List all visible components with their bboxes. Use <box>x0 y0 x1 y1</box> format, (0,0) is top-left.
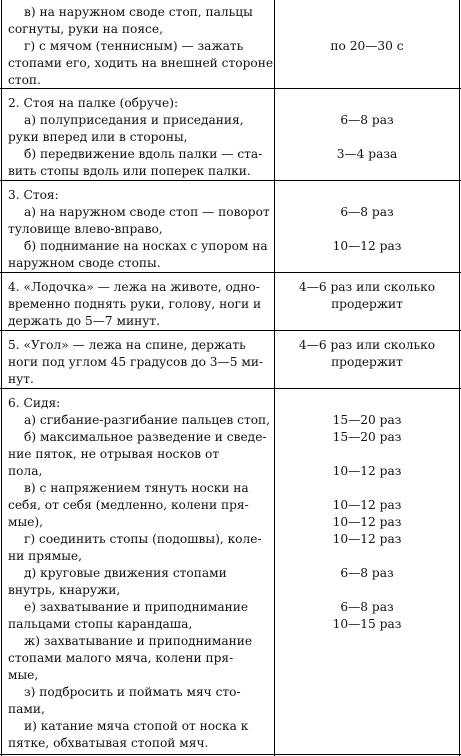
exercise-line: в) на наружном своде стоп, пальцы <box>24 5 253 19</box>
exercise-line: вить стопы вдоль или поперек палки. <box>8 164 251 178</box>
dosage-value: 10—12 раз <box>332 498 402 512</box>
exercise-line: и) катание мяча стопой от носка к <box>24 719 249 733</box>
exercise-line: 3. Стоя: <box>8 188 59 202</box>
exercise-line: б) максимальное разведение и сведе- <box>24 430 267 444</box>
exercise-line: 5. «Угол» — лежа на спине, держать <box>8 338 246 352</box>
exercise-line: г) соединить стопы (подошвы), коле- <box>24 532 262 546</box>
exercise-line: держать до 5—7 минут. <box>8 314 161 328</box>
exercise-line: 2. Стоя на палке (обруче): <box>8 96 179 110</box>
exercise-line: а) сгибание-разгибание пальцев стоп, <box>24 413 271 427</box>
exercise-line: мые), <box>8 515 44 529</box>
exercise-line: руки вперед или в стороны, <box>8 130 188 144</box>
exercise-line: ж) захватывание и приподнимание <box>24 634 253 648</box>
exercise-line: ние пяток, не отрывая носков от <box>8 447 220 461</box>
exercise-line: 4. «Лодочка» — лежа на животе, одно- <box>8 280 260 294</box>
exercise-line: 6. Сидя: <box>8 396 61 410</box>
row-divider <box>0 272 461 273</box>
exercise-line: в) с напряжением тянуть носки на <box>24 481 249 495</box>
table-border-left <box>1 0 2 756</box>
table-border-bottom <box>0 754 461 755</box>
dosage-value: 15—20 раз <box>332 413 402 427</box>
exercise-line: согнуты, руки на поясе, <box>8 22 163 36</box>
dosage-value: 15—20 раз <box>332 430 402 444</box>
dosage-value: 10—15 раз <box>332 617 402 631</box>
exercise-line: б) передвижение вдоль палки — ста- <box>24 147 263 161</box>
exercise-line: пами, <box>8 702 45 716</box>
exercise-line: временно поднять руки, голову, ноги и <box>8 297 262 311</box>
dosage-value: 6—8 раз <box>340 113 394 127</box>
exercise-line: стопами малого мяча, колени пря- <box>8 651 234 665</box>
row-divider <box>0 388 461 389</box>
exercise-line: пальцами стопы карандаша, <box>8 617 193 631</box>
exercise-line: нут. <box>8 372 34 386</box>
exercise-line: г) с мячом (теннисным) — зажать <box>24 39 244 53</box>
exercise-line: туловище влево-вправо, <box>8 222 163 236</box>
dosage-value: продержит <box>331 297 403 311</box>
dosage-value: 4—6 раз или сколько <box>298 280 436 294</box>
dosage-value: 10—12 раз <box>332 532 402 546</box>
exercise-line: а) на наружном своде стоп — поворот <box>24 205 270 219</box>
dosage-value: 10—12 раз <box>332 239 402 253</box>
row-divider <box>0 180 461 181</box>
dosage-value: 6—8 раз <box>340 566 394 580</box>
dosage-value: по 20—30 с <box>330 39 404 53</box>
exercise-line: пола, <box>8 464 43 478</box>
dosage-value: 10—12 раз <box>332 464 402 478</box>
dosage-value: продержит <box>331 355 403 369</box>
exercise-line: себя, от себя (медленно, колени пря- <box>8 498 249 512</box>
exercise-line: наружном своде стопы. <box>8 256 161 270</box>
exercise-line: пятке, обхватывая стопой мяч. <box>8 736 209 750</box>
dosage-value: 6—8 раз <box>340 205 394 219</box>
row-divider <box>0 88 461 89</box>
dosage-value: 4—6 раз или сколько <box>298 338 436 352</box>
row-divider <box>0 330 461 331</box>
exercise-line: б) поднимание на носках с упором на <box>24 239 268 253</box>
exercise-line: д) круговые движения стопами <box>24 566 227 580</box>
dosage-value: 10—12 раз <box>332 515 402 529</box>
exercise-line: стопами его, ходить на внешней стороне <box>8 56 274 70</box>
dosage-value: 6—8 раз <box>340 600 394 614</box>
exercise-line: ни прямые, <box>8 549 82 563</box>
exercise-line: е) захватывание и приподнимание <box>24 600 249 614</box>
dosage-value: 3—4 раза <box>336 147 398 161</box>
exercise-line: з) подбросить и поймать мяч сто- <box>24 685 241 699</box>
exercise-line: внутрь, кнаружи, <box>8 583 121 597</box>
exercise-line: ноги под углом 45 градусов до 3—5 ми- <box>8 355 264 369</box>
exercise-line: стоп. <box>8 73 41 87</box>
exercise-line: мые, <box>8 668 39 682</box>
exercise-line: а) полуприседания и приседания, <box>24 113 244 127</box>
